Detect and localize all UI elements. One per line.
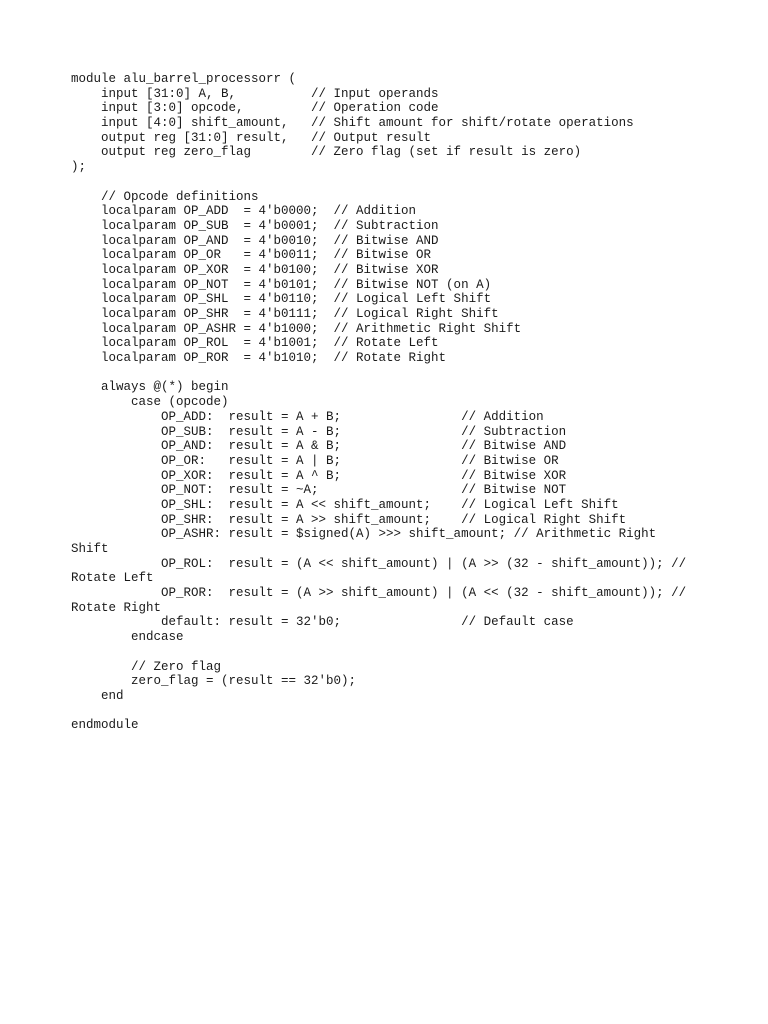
code-line: localparam OP_NOT = 4'b0101; // Bitwise NOT (on A) xyxy=(71,277,492,292)
code-line: OP_XOR: result = A ^ B; // Bitwise XOR xyxy=(71,468,567,483)
code-line: OP_ASHR: result = $signed(A) >>> shift_amount; // Arithmetic Right xyxy=(71,527,657,542)
code-line: input [3:0] opcode, // Operation code xyxy=(71,101,439,116)
code-line: OP_OR: result = A | B; // Bitwise OR xyxy=(71,453,559,468)
verilog-code-block xyxy=(71,72,686,733)
code-line: OP_SHL: result = A << shift_amount; // Logical Left Shift xyxy=(71,497,619,512)
code-line: input [4:0] shift_amount, // Shift amount for shift/rotate operations xyxy=(71,116,634,131)
code-line: OP_ROR: result = (A >> shift_amount) | (A << (32 - shift_amount)); // xyxy=(71,586,687,601)
code-line: case (opcode) xyxy=(71,395,229,410)
code-line: localparam OP_ASHR = 4'b1000; // Arithmetic Right Shift xyxy=(71,321,522,336)
code-line: zero_flag = (result == 32'b0); xyxy=(71,674,357,689)
code-line: localparam OP_OR = 4'b0011; // Bitwise OR xyxy=(71,248,432,263)
code-line: localparam OP_XOR = 4'b0100; // Bitwise XOR xyxy=(71,262,439,277)
code-line: output reg [31:0] result, // Output result xyxy=(71,130,432,145)
code-line: localparam OP_AND = 4'b0010; // Bitwise AND xyxy=(71,233,439,248)
code-line: localparam OP_SHL = 4'b0110; // Logical Left Shift xyxy=(71,292,492,307)
code-line: OP_ROL: result = (A << shift_amount) | (A >> (32 - shift_amount)); // xyxy=(71,556,687,571)
code-line: always @(*) begin xyxy=(71,380,229,395)
code-line xyxy=(71,645,686,660)
code-line: Shift xyxy=(71,542,109,556)
code-line: OP_SHR: result = A >> shift_amount; // Logical Right Shift xyxy=(71,512,627,527)
code-line: Rotate Left xyxy=(71,571,154,586)
code-line xyxy=(71,175,686,190)
code-line: localparam OP_ADD = 4'b0000; // Addition xyxy=(71,204,417,219)
code-line xyxy=(71,704,686,719)
code-line: endcase xyxy=(71,630,184,645)
code-line: OP_AND: result = A & B; // Bitwise AND xyxy=(71,439,567,454)
code-line: end xyxy=(71,688,124,703)
code-line: localparam OP_ROL = 4'b1001; // Rotate Left xyxy=(71,336,439,351)
code-line: localparam OP_SUB = 4'b0001; // Subtraction xyxy=(71,218,439,233)
code-line: output reg zero_flag // Zero flag (set if result is zero) xyxy=(71,145,582,160)
code-line: Rotate Right xyxy=(71,600,162,615)
code-line: OP_ADD: result = A + B; // Addition xyxy=(71,409,544,424)
code-line: // Zero flag xyxy=(71,659,222,674)
code-line: OP_NOT: result = ~A; // Bitwise NOT xyxy=(71,483,567,498)
code-line xyxy=(71,366,686,381)
code-line: input [31:0] A, B, // Input operands xyxy=(71,86,439,101)
code-line: module alu_barrel_processorr ( xyxy=(71,72,297,86)
code-line: // Opcode definitions xyxy=(71,189,259,204)
code-line: localparam OP_SHR = 4'b0111; // Logical Right Shift xyxy=(71,307,499,321)
code-line: default: result = 32'b0; // Default case xyxy=(71,615,574,630)
code-line: ); xyxy=(71,160,87,175)
code-line: endmodule xyxy=(71,718,139,733)
code-line: OP_SUB: result = A - B; // Subtraction xyxy=(71,424,567,439)
code-line: localparam OP_ROR = 4'b1010; // Rotate Right xyxy=(71,351,447,366)
